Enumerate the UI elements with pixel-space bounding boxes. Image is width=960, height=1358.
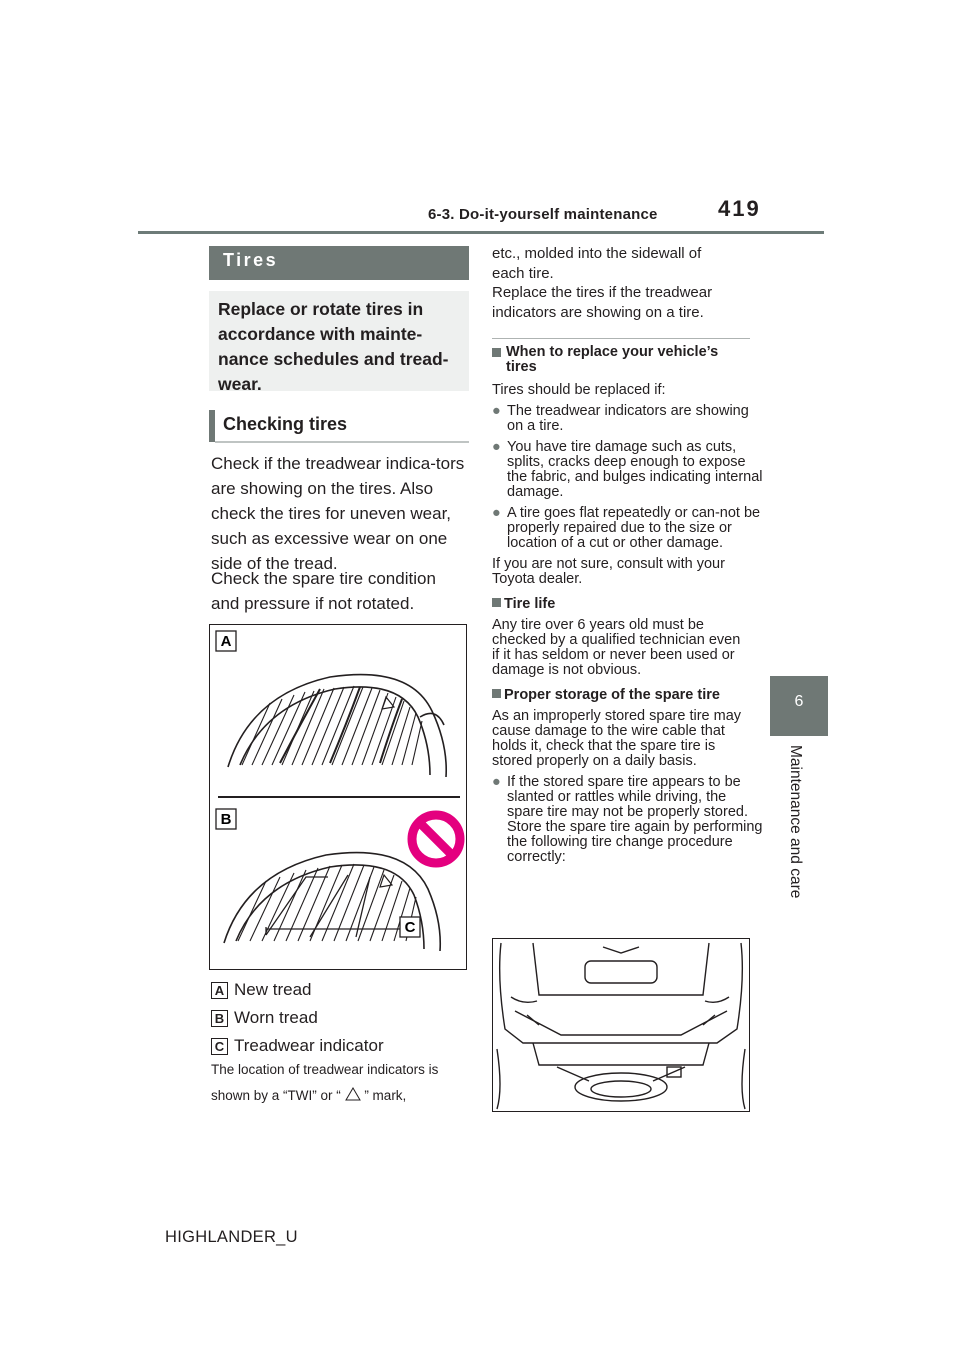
bullet-dot-icon: ● [492,403,501,419]
storage-heading [492,688,750,703]
prohibition-icon [412,815,460,863]
chapter-number: 6 [794,693,804,710]
continuation-text: etc., molded into the sidewall of each tire. Replace the tires if the treadwear indicators are showing on a tire. [492,245,713,321]
page-number: 419 [718,196,761,221]
life-heading-text: Tire life [504,596,556,612]
square-bullet-icon [492,689,501,698]
intro-text: Replace or rotate tires in accordance with mainte-nance schedules and tread-wear. [218,299,449,394]
when-bullet-3 [492,506,765,551]
figure-label-b: B [220,811,232,828]
triangle-mark-icon [345,1087,361,1101]
tread-figure [209,624,467,970]
storage-bullet-1 [492,775,765,865]
legend-row-b [211,1007,318,1029]
storage-bullet-1-text: If the stored spare tire appears to be slanted or rattles while driving, the spare tire may not be properly stored. Store the spare tire again by performing the following tire change procedure correctly: [507,774,763,865]
section-title: 6-3. Do-it-yourself maintenance [428,206,658,223]
figure-label-c: C [404,919,416,936]
chapter-title: Maintenance and care [787,745,804,899]
when-bullet-1 [492,404,765,434]
legend-text-c: Treadwear indicator [234,1036,384,1055]
legend-text-a: New tread [234,980,312,999]
when-bullet-2-text: You have tire damage such as cuts, splits, cracks deep enough to expose the fabric, and bulges indicating internal damage. [507,439,763,500]
checking-paragraph-1: Check if the treadwear indica-tors are showing on the tires. Also check the tires for uneven wear, such as excessive wear on one side of the tread. [211,454,465,573]
note-text-2: ” mark, [364,1088,407,1103]
when-heading-text: When to replace your vehicle’s tires [506,344,719,375]
when-intro: Tires should be replaced if: [492,382,666,398]
when-bullet-1-text: The treadwear indicators are showing on a tire. [507,403,749,434]
vehicle-rear-illustration [493,939,748,1110]
tread-illustration [210,625,465,968]
bullet-dot-icon: ● [492,505,501,521]
spare-tire-figure [492,938,750,1112]
new-tread-tire [228,675,446,777]
when-heading [492,345,750,375]
bullet-dot-icon: ● [492,439,501,455]
header-rule [138,231,824,234]
treadwear-note [211,1057,471,1109]
checking-heading: Checking tires [223,414,348,434]
checking-rule [215,441,469,443]
legend-text-b: Worn tread [234,1008,318,1027]
when-to-replace-section [492,344,763,865]
legend-row-c [211,1035,384,1057]
legend-key-b: B [211,1010,228,1027]
figure-label-a: A [220,633,232,650]
bullet-dot-icon: ● [492,774,501,790]
checking-heading-bar [209,410,215,442]
checking-paragraph-2: Check the spare tire condition and pressure if not rotated. [211,569,436,613]
footer-model: HIGHLANDER_U [165,1228,298,1246]
tires-heading: Tires [223,250,279,270]
storage-heading-text: Proper storage of the spare tire [504,687,720,703]
square-bullet-icon [492,348,501,357]
when-bullet-3-text: A tire goes flat repeatedly or can-not be properly repaired due to the size or location of a cut or other damage. [507,505,761,551]
note-text-1: The location of treadwear indicators is shown by a “TWI” or “ [211,1062,439,1103]
storage-text: As an improperly stored spare tire may cause damage to the wire cable that holds it, check that the spare tire is stored properly on a daily basis. [492,708,742,769]
when-outro: If you are not sure, consult with your Toyota dealer. [492,556,725,587]
legend-row-a [211,979,311,1001]
when-bullet-2 [492,440,765,500]
life-heading [492,597,750,612]
square-bullet-icon [492,598,501,607]
legend-key-a: A [211,982,228,999]
life-text: Any tire over 6 years old must be checked by a qualified technician even if it has seldom or never been used or damage is not obvious. [492,617,741,678]
legend-key-c: C [211,1038,228,1055]
right-rule [492,338,750,339]
